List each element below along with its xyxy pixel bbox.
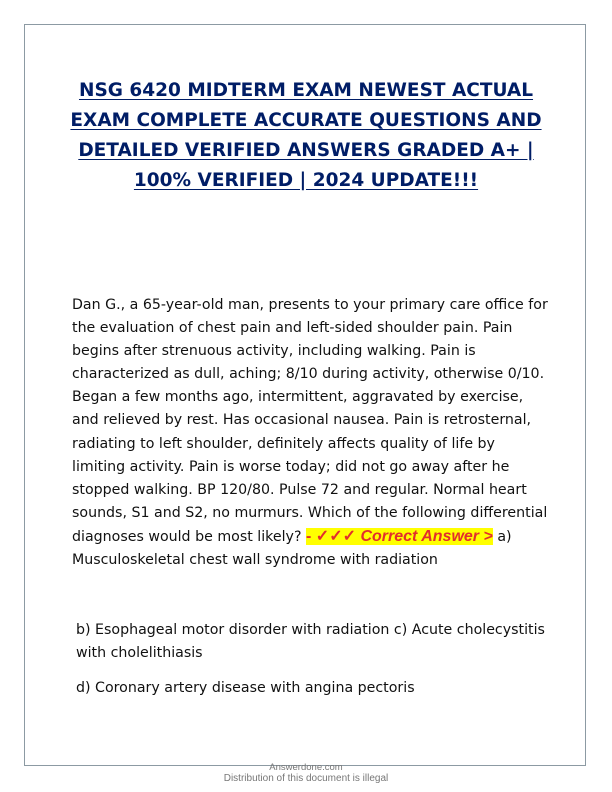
question-text: Dan G., a 65-year-old man, presents to your primary care office for the evaluation of chest pain and left-sided shoulder pain. Pain begins after strenuous activity, including walking. Pain is characterized as dull, aching; 8/10 during activity, otherwise 0/10. Began a few months ago, intermittent, aggravated by exercise, and relieved by rest. Has occasional nausea. Pain is retrosternal, radiating to left shoulder, definitely affects quality of life by limiting activity. Pain is worse today; did not go away after he stopped walking. BP 120/80. Pulse 72 and regular. Normal heart sounds, S1 and S2, no murmurs. Which of the following differential diagnoses would be most likely?: [72, 297, 548, 545]
option-b-c: b) Esophageal motor disorder with radiation c) Acute cholecystitis with cholelithiasis: [76, 622, 545, 661]
option-d: d) Coronary artery disease with angina pectoris: [76, 680, 415, 696]
correct-answer-highlight: [306, 528, 493, 545]
check-marks-icon: ✓✓✓: [315, 527, 356, 545]
footer-notice: Distribution of this document is illegal: [223, 773, 389, 784]
answer-marker-prefix: -: [306, 527, 316, 545]
correct-answer-label: Correct Answer >: [360, 527, 493, 545]
document-title: NSG 6420 MIDTERM EXAM NEWEST ACTUAL EXAM COMPLETE ACCURATE QUESTIONS AND DETAILED VERIFIED ANSWERS GRADED A+ | 100% VERIFIED | 2024 UPDATE!!!: [70, 80, 542, 191]
option-a: a) Musculoskeletal chest wall syndrome with radiation: [72, 528, 512, 569]
footer-site: Answerdone.com: [269, 762, 343, 773]
question-paragraph: [72, 294, 552, 572]
